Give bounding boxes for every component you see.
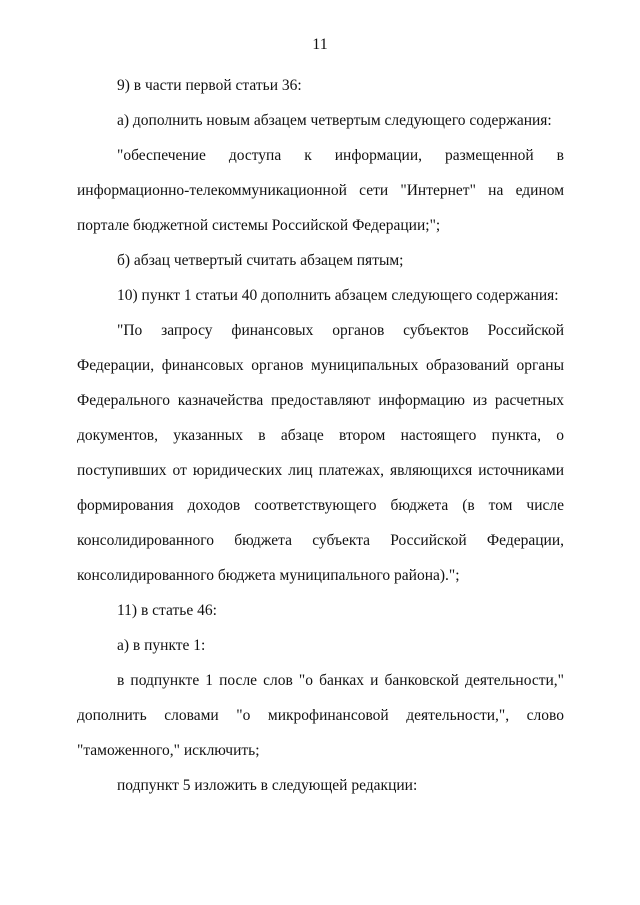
paragraph-subitem-5: подпункт 5 изложить в следующей редакции: <box>117 777 418 794</box>
paragraph-subitem-1: в подпункте 1 после слов "о банках и банковской деятельности," дополнить словами "о микрофинансовой деятельности,", слово "таможенного," исключить; <box>77 672 564 759</box>
page-number: 11 <box>312 36 328 53</box>
paragraph-item-11a: а) в пункте 1: <box>117 637 206 654</box>
document-body <box>77 68 564 803</box>
paragraph-item-9a: а) дополнить новым абзацем четвертым следующего содержания: <box>117 112 552 129</box>
paragraph-item-10: 10) пункт 1 статьи 40 дополнить абзацем следующего содержания: <box>117 287 559 304</box>
paragraph-item-9b: б) абзац четвертый считать абзацем пятым; <box>117 252 404 269</box>
paragraph-quote-access: "обеспечение доступа к информации, размещенной в информационно-телекоммуникационной сети "Интернет" на едином портале бюджетной системы Российской Федерации;"; <box>77 147 564 234</box>
paragraph-item-9: 9) в части первой статьи 36: <box>117 77 302 94</box>
paragraph-item-11: 11) в статье 46: <box>117 602 217 619</box>
paragraph-quote-request: "По запросу финансовых органов субъектов Российской Федерации, финансовых органов муниципальных образований органы Федерального казначейства предоставляют информацию из расчетных документов, указанных в абзаце втором настоящего пункта, о поступивших от юридических лиц платежах, являющихся источниками формирования доходов соответствующего бюджета (в том числе консолидированного бюджета субъекта Российской Федерации, консолидированного бюджета муниципального района)."; <box>77 322 564 584</box>
